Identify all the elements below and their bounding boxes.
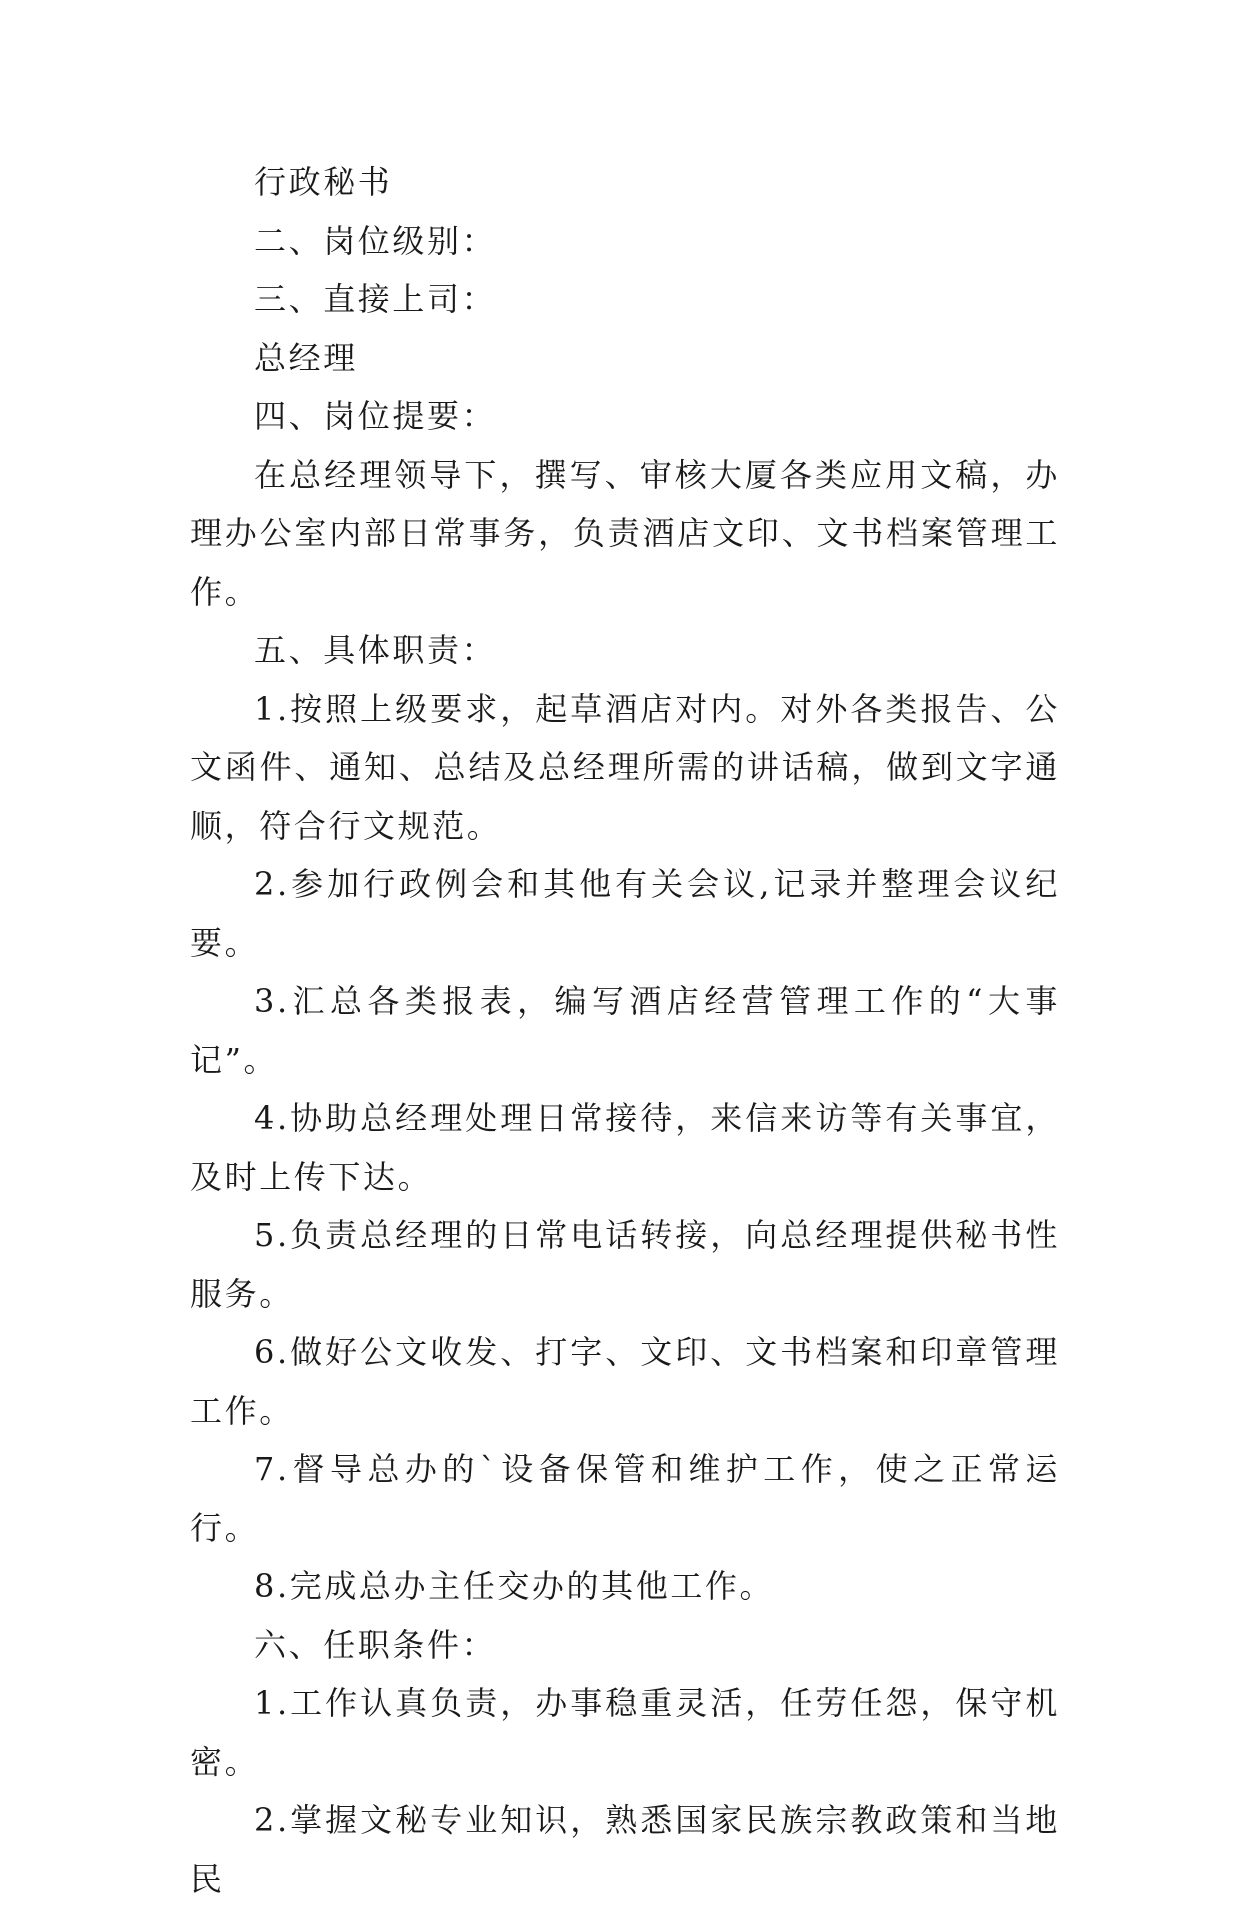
paragraph-job-title: 行政秘书 xyxy=(254,163,393,201)
paragraph-section-2-heading: 二、岗位级别： xyxy=(254,221,497,260)
paragraph-section-4-heading: 四、岗位提要： xyxy=(254,397,497,435)
paragraph-duty-2: 2.参加行政例会和其他有关会议,记录并整理会议纪要。 xyxy=(190,865,1060,962)
paragraph-summary: 在总经理领导下，撰写、审核大厦各类应用文稿，办理办公室内部日常事务，负责酒店文印、文书档案管理工作。 xyxy=(190,455,1060,611)
paragraph-duty-7: 7.督导总办的`设备保管和维护工作，使之正常运行。 xyxy=(190,1450,1060,1547)
paragraph-duty-8: 8.完成总办主任交办的其他工作。 xyxy=(254,1567,775,1605)
paragraph-duty-6: 6.做好公文收发、打字、文印、文书档案和印章管理工作。 xyxy=(190,1333,1060,1430)
paragraph-duty-5: 5.负责总经理的日常电话转接，向总经理提供秘书性服务。 xyxy=(190,1216,1060,1313)
paragraph-requirement-1: 1.工作认真负责，办事稳重灵活，任劳任怨，保守机密。 xyxy=(190,1684,1060,1781)
document-body xyxy=(190,153,1060,1908)
paragraph-supervisor: 总经理 xyxy=(254,338,358,377)
paragraph-section-3-heading: 三、直接上司： xyxy=(254,280,497,318)
paragraph-section-6-heading: 六、任职条件： xyxy=(254,1625,497,1664)
paragraph-duty-4: 4.协助总经理处理日常接待，来信来访等有关事宜，及时上传下达。 xyxy=(190,1099,1060,1196)
paragraph-section-5-heading: 五、具体职责： xyxy=(254,631,497,669)
paragraph-duty-3: 3.汇总各类报表，编写酒店经营管理工作的“大事记”。 xyxy=(190,982,1060,1079)
paragraph-requirement-2: 2.掌握文秘专业知识，熟悉国家民族宗教政策和当地民 xyxy=(190,1801,1060,1898)
paragraph-duty-1: 1.按照上级要求，起草酒店对内。对外各类报告、公文函件、通知、总结及总经理所需的讲话稿，做到文字通顺，符合行文规范。 xyxy=(190,689,1060,845)
